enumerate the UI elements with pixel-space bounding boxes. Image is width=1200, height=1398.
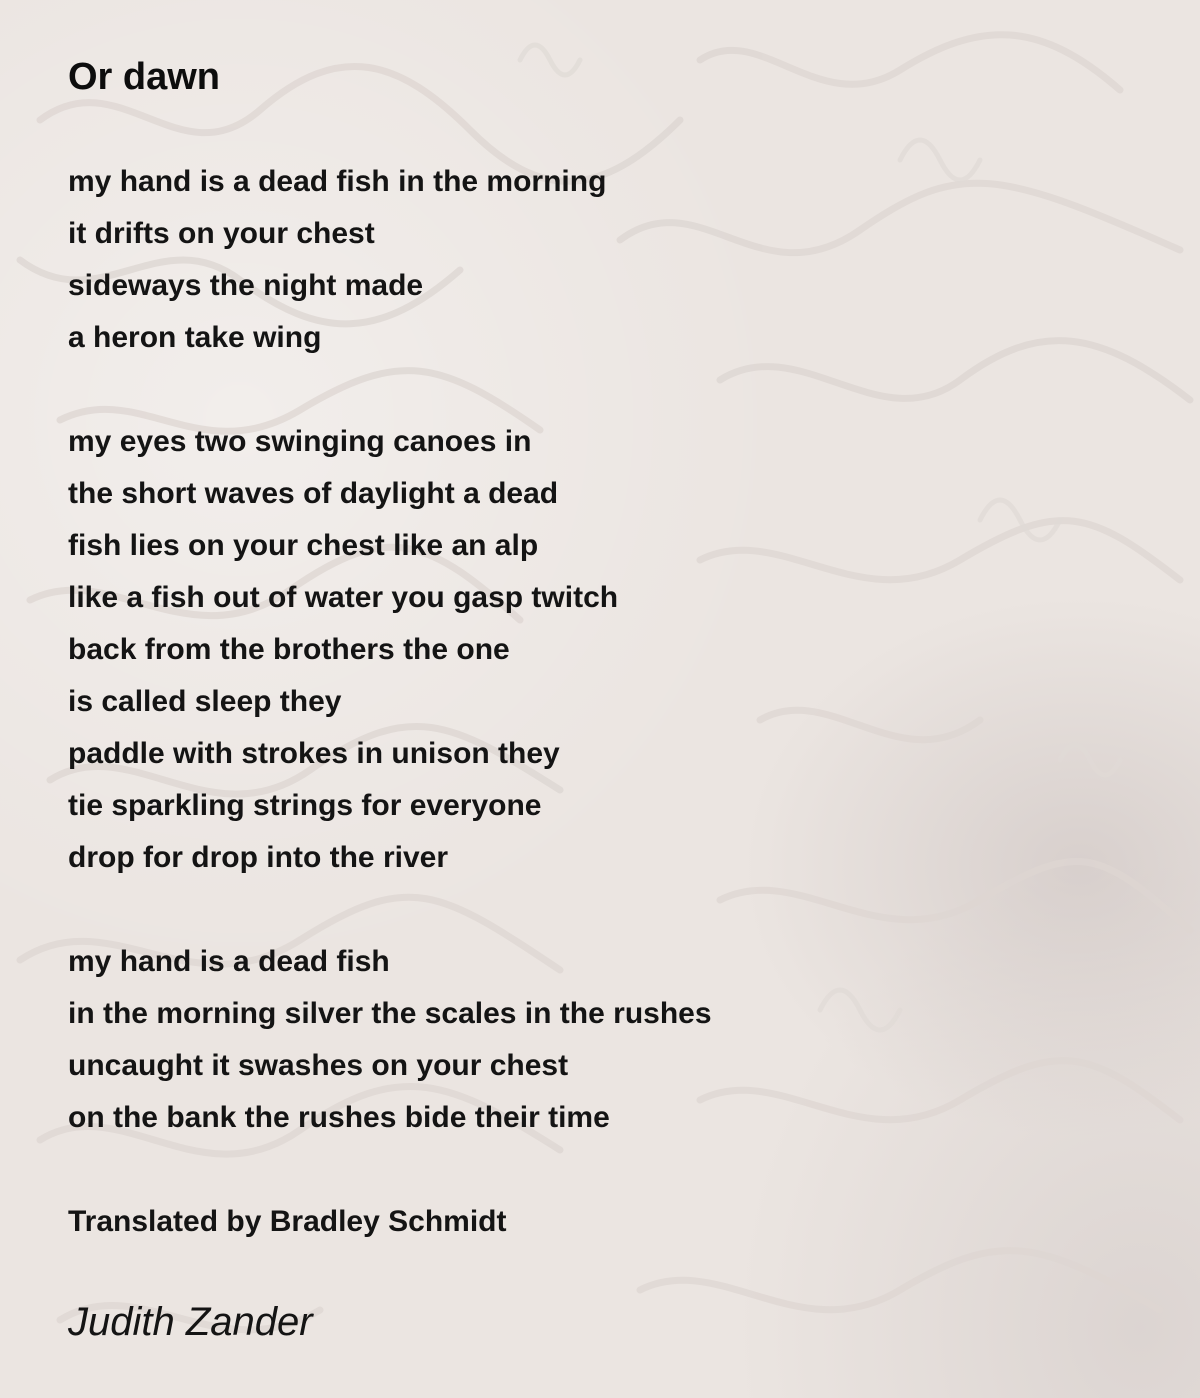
poem-line: like a fish out of water you gasp twitch [68, 581, 619, 614]
poem-line: in the morning silver the scales in the rushes [68, 997, 712, 1030]
poem-line: tie sparkling strings for everyone [68, 789, 542, 822]
poem-line: paddle with strokes in unison they [68, 737, 560, 770]
poem-title: Or dawn [68, 56, 221, 98]
stanza-1 [68, 156, 1068, 364]
poem-line: my hand is a dead fish in the morning [68, 165, 607, 198]
poem-line: uncaught it swashes on your chest [68, 1049, 569, 1082]
stanza-2 [68, 416, 1068, 884]
poem-line: my eyes two swinging canoes in [68, 425, 532, 458]
poem-line: the short waves of daylight a dead [68, 477, 559, 510]
poem-line: is called sleep they [68, 685, 342, 718]
poem-body [68, 156, 1068, 1248]
poem-line: sideways the night made [68, 269, 424, 302]
author-name: Judith Zander [68, 1300, 313, 1344]
poem-line: back from the brothers the one [68, 633, 510, 666]
poem-line: drop for drop into the river [68, 841, 448, 874]
poem-line: it drifts on your chest [68, 217, 375, 250]
translator-credit: Translated by Bradley Schmidt [68, 1205, 507, 1238]
poem-line: on the bank the rushes bide their time [68, 1101, 610, 1134]
stanza-3 [68, 936, 1068, 1144]
poem-line: my hand is a dead fish [68, 945, 390, 978]
poem-line: a heron take wing [68, 321, 322, 354]
poem-line: fish lies on your chest like an alp [68, 529, 539, 562]
